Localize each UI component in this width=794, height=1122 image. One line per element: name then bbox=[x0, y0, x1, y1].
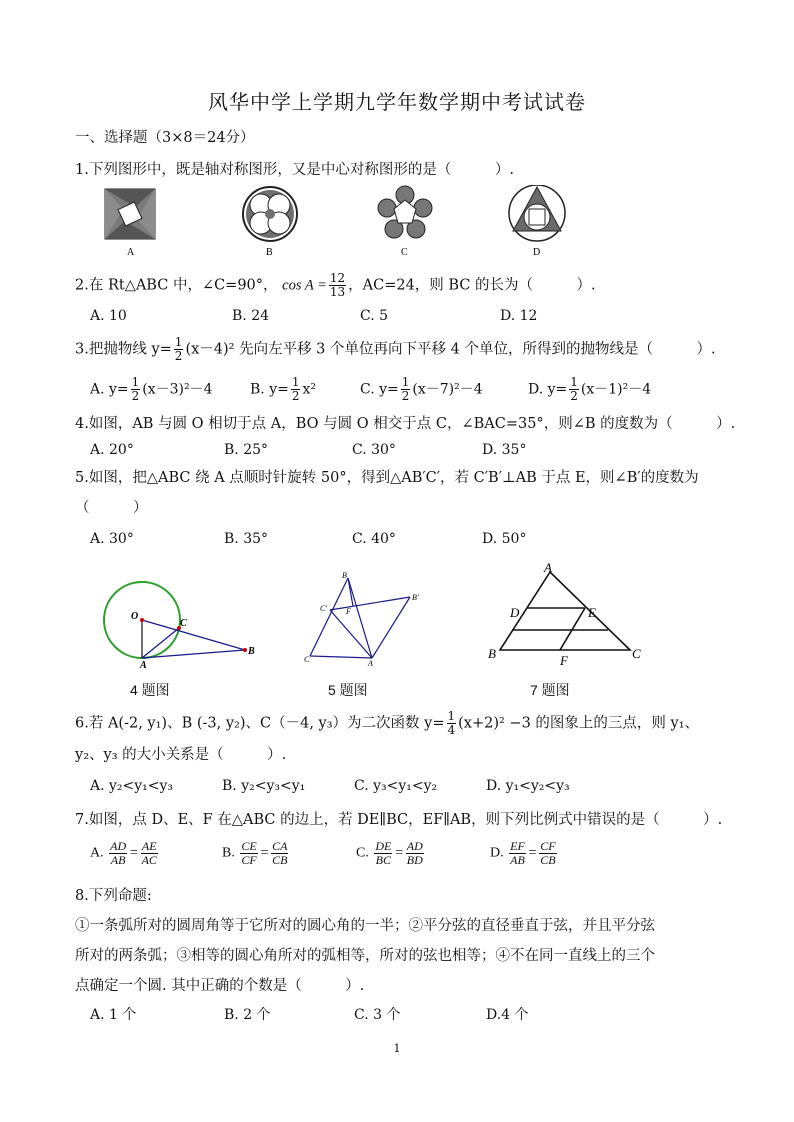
q8-option-c: C. 3 个 bbox=[354, 1007, 401, 1023]
page-number: 1 bbox=[393, 1042, 401, 1055]
fig-a-label: A bbox=[127, 247, 135, 258]
fig7-label-e: E bbox=[588, 605, 596, 620]
figure-5-caption: 5 题图 bbox=[328, 682, 368, 698]
q4-option-a: A. 20° bbox=[90, 442, 134, 458]
question-1-stem: 1.下列图形中，既是轴对称图形，又是中心对称图形的是（ ）. bbox=[75, 162, 514, 178]
fig-d-label: D bbox=[533, 247, 541, 258]
question-6-line1: 6.若 A(-2, y₁)、B (-3, y₂)、C（－4, y₃）为二次函数 y= $\frac{1}{4}$ (x+2)² −3 的图象上的三点，则 y₁、 bbox=[75, 709, 700, 737]
question-8-stem: 8.下列命题: bbox=[75, 888, 152, 904]
fig5-label-a: A bbox=[368, 659, 373, 668]
question-7-stem: 7.如图，点 D、E、F 在△ABC 的边上，若 DE∥BC，EF∥AB，则下列比例式中错误的是（ ）. bbox=[75, 812, 723, 828]
fig7-label-c: C bbox=[632, 646, 641, 661]
q2-option-b: B. 24 bbox=[232, 308, 270, 324]
q4-option-b: B. 25° bbox=[224, 442, 269, 458]
q5-option-a: A. 30° bbox=[90, 531, 134, 547]
fig7-label-b: B bbox=[488, 646, 496, 661]
page-title: 风华中学上学期九学年数学期中考试试卷 bbox=[208, 90, 586, 114]
fig4-label-o: O bbox=[131, 611, 139, 622]
figure-7 bbox=[482, 560, 652, 670]
question-5-stem: 5.如图，把△ABC 绕 A 点顺时针旋转 50°，得到△AB′C′，若 C′B′⊥AB 于点 E，则∠B′的度数为 bbox=[75, 470, 699, 486]
q5-option-d: D. 50° bbox=[482, 531, 527, 547]
figure-c-icon bbox=[378, 186, 432, 238]
q5-option-b: B. 35° bbox=[224, 531, 269, 547]
fig5-label-f: F bbox=[346, 607, 351, 616]
question-4-stem: 4.如图，AB 与圆 O 相切于点 A，BO 与圆 O 相交于点 C，∠BAC=35°，则∠B 的度数为（ ）. bbox=[75, 416, 736, 432]
figure-a-icon bbox=[105, 189, 155, 239]
figure-4-caption: 4 题图 bbox=[130, 682, 170, 698]
fig4-label-b: B bbox=[248, 646, 255, 657]
q1-figures bbox=[95, 185, 575, 260]
figure-7-caption: 7 题图 bbox=[530, 682, 570, 698]
question-2-stem: 2.在 Rt△ABC 中，∠C=90°， cos A = $\frac{12}{13}$ ，AC=24，则 BC 的长为（ ）. bbox=[75, 271, 596, 299]
q5-answer-paren: （ ） bbox=[75, 500, 148, 516]
q7-option-c: C. $\frac{DE}{BC}$ = $\frac{AD}{BD}$ bbox=[356, 839, 423, 867]
q3-option-d: D. y= $\frac{1}{2}$ (x－1)²－4 bbox=[528, 375, 652, 403]
fig5-label-b1: B' bbox=[412, 593, 419, 602]
q8-option-a: A. 1 个 bbox=[90, 1007, 137, 1023]
fig4-label-c: C bbox=[180, 618, 187, 629]
q6-option-b: B. y₂<y₃<y₁ bbox=[222, 778, 306, 794]
fig-c-label: C bbox=[401, 247, 408, 258]
fig5-label-c: C bbox=[304, 655, 310, 664]
figure-b-icon bbox=[243, 187, 297, 241]
q7-option-a: A. $\frac{AD}{AB}$ = $\frac{AE}{AC}$ bbox=[90, 839, 157, 867]
q2-option-c: C. 5 bbox=[360, 308, 389, 324]
q7-option-b: B. $\frac{CE}{CF}$ = $\frac{CA}{CB}$ bbox=[222, 839, 288, 867]
q2-option-a: A. 10 bbox=[90, 308, 127, 324]
q8-option-d: D.4 个 bbox=[486, 1007, 529, 1023]
fig4-label-a: A bbox=[140, 660, 147, 670]
q6-option-d: D. y₁<y₂<y₃ bbox=[486, 778, 570, 794]
question-8-line3: 点确定一个圆. 其中正确的个数是（ ）. bbox=[75, 978, 365, 994]
fig5-label-c1: C' bbox=[320, 604, 328, 613]
figure-5 bbox=[298, 570, 428, 670]
fig-b-label: B bbox=[266, 247, 273, 258]
question-3-stem: 3.把抛物线 y= $\frac{1}{2}$ (x－4)² 先向左平移 3 个单位再向下平移 4 个单位，所得到的抛物线是（ ）. bbox=[75, 335, 716, 363]
figure-4 bbox=[100, 570, 270, 670]
q8-option-b: B. 2 个 bbox=[224, 1007, 271, 1023]
q3-option-c: C. y= $\frac{1}{2}$ (x－7)²－4 bbox=[360, 375, 483, 403]
question-8-line1: ①一条弧所对的圆周角等于它所对的圆心角的一半；②平分弦的直径垂直于弦，并且平分弦 bbox=[75, 918, 655, 934]
fig7-label-a: A bbox=[544, 560, 552, 575]
q6-option-a: A. y₂<y₁<y₃ bbox=[90, 778, 174, 794]
q7-option-d: D. $\frac{EF}{AB}$ = $\frac{CF}{CB}$ bbox=[490, 839, 556, 867]
q4-option-c: C. 30° bbox=[352, 442, 396, 458]
q3-option-b: B. y= $\frac{1}{2}$ x² bbox=[250, 375, 316, 403]
fig7-label-d: D bbox=[510, 605, 520, 620]
section-heading: 一、选择题（3×8＝24分） bbox=[75, 130, 255, 146]
q4-option-d: D. 35° bbox=[482, 442, 527, 458]
q5-option-c: C. 40° bbox=[352, 531, 396, 547]
q2-option-d: D. 12 bbox=[500, 308, 538, 324]
figure-d-icon bbox=[509, 185, 565, 241]
fig5-label-b: B bbox=[342, 571, 347, 580]
q6-option-c: C. y₃<y₁<y₂ bbox=[354, 778, 438, 794]
question-8-line2: 所对的两条弧；③相等的圆心角所对的弧相等，所对的弦也相等；④不在同一直线上的三个 bbox=[75, 948, 655, 964]
question-6-line2: y₂、y₃ 的大小关系是（ ）. bbox=[75, 747, 287, 763]
fig7-label-f: F bbox=[560, 653, 568, 668]
q3-option-a: A. y= $\frac{1}{2}$ (x－3)²－4 bbox=[90, 375, 213, 403]
